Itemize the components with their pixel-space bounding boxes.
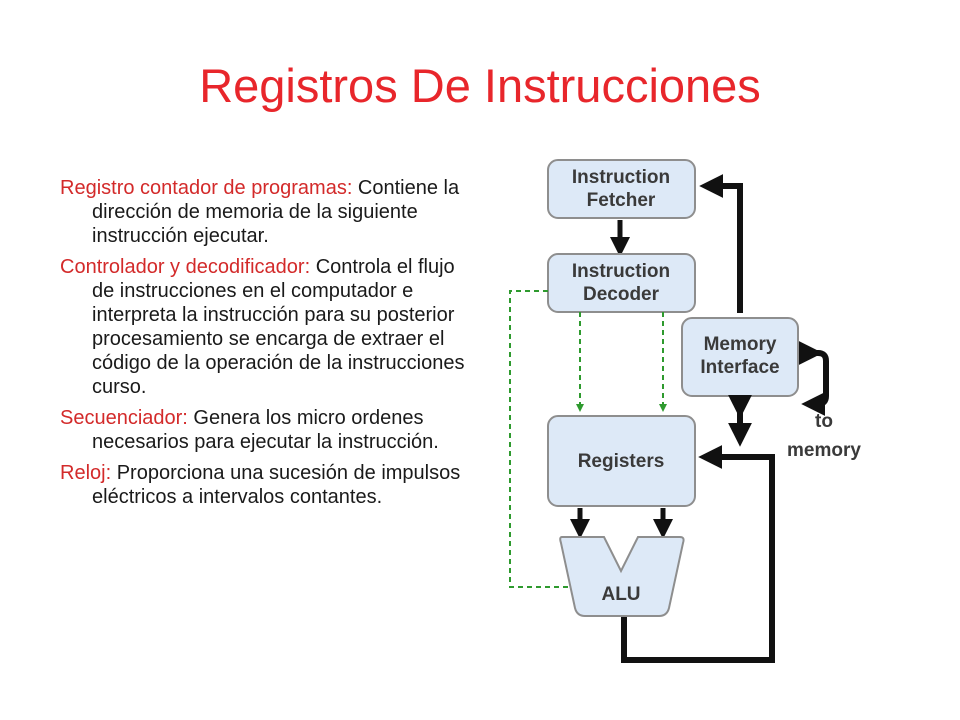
bullet-description: Contiene la dirección de memoria de la siguiente instrucción ejecutar. bbox=[92, 177, 460, 247]
bullet-program-counter bbox=[60, 176, 470, 248]
slide-title: Registros De Instrucciones bbox=[199, 59, 761, 112]
decoder-label-line2: Decoder bbox=[582, 284, 660, 305]
bullet-sequencer bbox=[60, 406, 470, 454]
to-memory-label-line2: memory bbox=[787, 440, 861, 461]
memory-interface-label-line2: Interface bbox=[700, 357, 780, 378]
bullet-controller-decoder bbox=[60, 255, 470, 399]
registers-label: Registers bbox=[577, 451, 665, 472]
memory-interface-label-line1: Memory bbox=[703, 334, 777, 355]
bullet-term: Reloj: bbox=[60, 462, 112, 484]
fetcher-label-line1: Instruction bbox=[571, 167, 671, 188]
alu-label: ALU bbox=[601, 584, 641, 605]
bullet-clock bbox=[60, 461, 470, 509]
memory-interface-box bbox=[682, 318, 798, 396]
registers-box bbox=[548, 416, 695, 506]
instruction-fetcher-box bbox=[548, 160, 695, 218]
bullet-term: Registro contador de programas: bbox=[60, 177, 353, 199]
bullet-description: Proporciona una sucesión de impulsos eléctricos a intervalos contantes. bbox=[92, 462, 461, 508]
bullet-term: Secuenciador: bbox=[60, 407, 188, 429]
bullet-description: Controla el flujo de instrucciones en el computador e interpreta la instrucción para su posterior procesamiento se encarga de extraer el código de la operación de la instrucciones curso. bbox=[92, 256, 465, 398]
decoder-label-line1: Instruction bbox=[571, 261, 671, 282]
fetcher-label-line2: Fetcher bbox=[586, 190, 656, 211]
bullet-term: Controlador y decodificador: bbox=[60, 256, 311, 278]
instruction-decoder-box bbox=[548, 254, 695, 312]
bullet-list bbox=[60, 176, 470, 516]
arrow-to-memory bbox=[812, 353, 826, 404]
arrow-memory-to-fetcher bbox=[710, 186, 740, 313]
bullet-description: Genera los micro ordenes necesarios para ejecutar la instrucción. bbox=[92, 407, 439, 453]
to-memory-label-line1: to bbox=[815, 411, 833, 432]
cpu-flow-diagram bbox=[500, 150, 900, 670]
alu-unit bbox=[560, 537, 683, 616]
